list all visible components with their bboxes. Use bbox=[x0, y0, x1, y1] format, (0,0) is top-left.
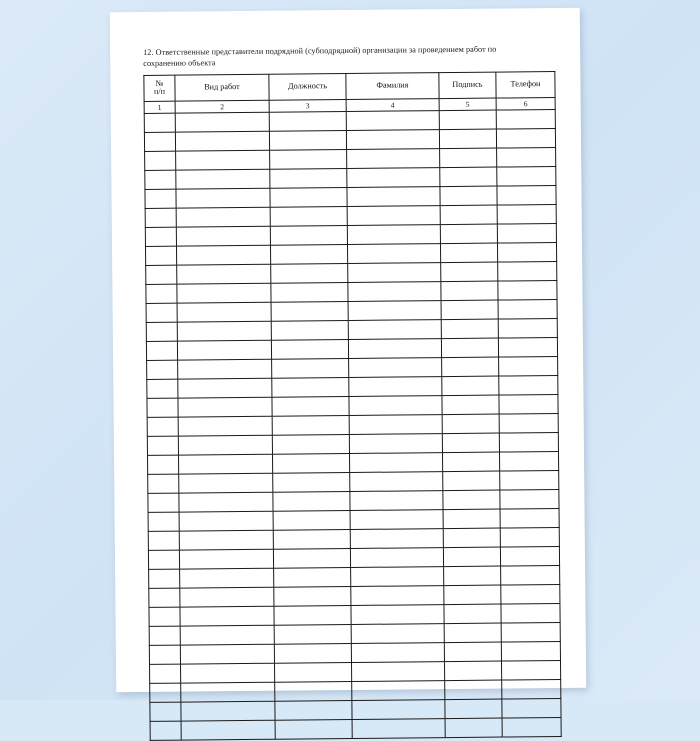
cell-position bbox=[270, 168, 347, 188]
cell-number bbox=[145, 246, 176, 265]
cell-position bbox=[272, 377, 349, 397]
cell-number bbox=[145, 189, 176, 208]
column-header-signature: Подпись bbox=[439, 72, 496, 99]
column-number-2: 2 bbox=[175, 100, 269, 113]
cell-position bbox=[269, 111, 346, 131]
column-number-4: 4 bbox=[346, 98, 439, 111]
cell-phone bbox=[497, 185, 556, 205]
cell-signature bbox=[444, 566, 501, 586]
page-title-line-1: 12. Ответственные представители подрядной (субподрядной) организации за проведением работ по bbox=[143, 44, 497, 57]
cell-surname bbox=[351, 604, 444, 624]
column-number-5: 5 bbox=[439, 98, 496, 111]
column-number-1: 1 bbox=[144, 101, 175, 113]
cell-position bbox=[270, 244, 347, 264]
cell-number bbox=[147, 360, 178, 379]
cell-signature bbox=[445, 680, 502, 700]
cell-signature bbox=[442, 395, 499, 415]
cell-surname bbox=[349, 395, 442, 415]
cell-position bbox=[269, 130, 346, 150]
cell-position bbox=[272, 358, 349, 378]
cell-number bbox=[147, 455, 178, 474]
cell-phone bbox=[500, 489, 559, 509]
cell-position bbox=[274, 586, 351, 606]
cell-signature bbox=[441, 262, 498, 282]
cell-phone bbox=[497, 204, 556, 224]
cell-surname bbox=[346, 129, 439, 149]
cell-position bbox=[273, 548, 350, 568]
cell-surname bbox=[351, 642, 444, 662]
cell-work-type bbox=[176, 169, 270, 189]
cell-phone bbox=[501, 584, 560, 604]
cell-work-type bbox=[181, 720, 275, 740]
cell-number bbox=[148, 474, 179, 493]
cell-work-type bbox=[178, 435, 272, 455]
cell-surname bbox=[347, 243, 440, 263]
cell-number bbox=[146, 265, 177, 284]
cell-surname bbox=[347, 167, 440, 187]
cell-number bbox=[150, 664, 181, 683]
cell-surname bbox=[348, 319, 441, 339]
cell-number bbox=[148, 550, 179, 569]
cell-work-type bbox=[177, 321, 271, 341]
cell-surname bbox=[347, 186, 440, 206]
cell-phone bbox=[502, 717, 561, 737]
cell-phone bbox=[499, 356, 558, 376]
responsible-representatives-table bbox=[143, 71, 561, 741]
cell-surname bbox=[351, 623, 444, 643]
table-header-row bbox=[144, 71, 555, 101]
table-body bbox=[144, 97, 561, 740]
cell-surname bbox=[351, 566, 444, 586]
cell-work-type bbox=[181, 682, 275, 702]
cell-signature bbox=[439, 110, 496, 130]
cell-position bbox=[274, 605, 351, 625]
document-page bbox=[110, 8, 587, 692]
cell-signature bbox=[444, 642, 501, 662]
cell-surname bbox=[349, 414, 442, 434]
cell-phone bbox=[499, 375, 558, 395]
cell-signature bbox=[442, 414, 499, 434]
cell-number bbox=[146, 322, 177, 341]
cell-position bbox=[273, 472, 350, 492]
column-header-position: Должность bbox=[269, 73, 346, 100]
cell-surname bbox=[350, 547, 443, 567]
cell-surname bbox=[350, 509, 443, 529]
cell-signature bbox=[444, 661, 501, 681]
cell-phone bbox=[501, 603, 560, 623]
cell-surname bbox=[347, 224, 440, 244]
cell-number bbox=[146, 303, 177, 322]
cell-number bbox=[147, 417, 178, 436]
cell-work-type bbox=[181, 701, 275, 721]
cell-work-type bbox=[179, 473, 273, 493]
cell-signature bbox=[439, 129, 496, 149]
column-number-6: 6 bbox=[496, 97, 555, 110]
cell-surname bbox=[352, 718, 445, 738]
cell-phone bbox=[496, 109, 555, 129]
cell-position bbox=[273, 529, 350, 549]
cell-signature bbox=[442, 433, 499, 453]
cell-signature bbox=[444, 623, 501, 643]
cell-work-type bbox=[181, 663, 275, 683]
cell-surname bbox=[349, 452, 442, 472]
cell-number bbox=[149, 645, 180, 664]
cell-position bbox=[271, 301, 348, 321]
cell-work-type bbox=[179, 511, 273, 531]
column-number-3: 3 bbox=[269, 99, 346, 112]
cell-phone bbox=[497, 166, 556, 186]
cell-phone bbox=[499, 394, 558, 414]
cell-position bbox=[271, 282, 348, 302]
cell-number bbox=[146, 284, 177, 303]
cell-number bbox=[147, 379, 178, 398]
cell-phone bbox=[498, 299, 557, 319]
cell-surname bbox=[350, 528, 443, 548]
cell-work-type bbox=[178, 359, 272, 379]
cell-work-type bbox=[179, 549, 273, 569]
cell-work-type bbox=[176, 245, 270, 265]
cell-number bbox=[150, 683, 181, 702]
cell-number bbox=[145, 170, 176, 189]
cell-surname bbox=[349, 376, 442, 396]
cell-surname bbox=[348, 300, 441, 320]
cell-work-type bbox=[178, 397, 272, 417]
cell-phone bbox=[496, 128, 555, 148]
cell-position bbox=[272, 453, 349, 473]
cell-number bbox=[147, 398, 178, 417]
cell-work-type bbox=[176, 207, 270, 227]
cell-signature bbox=[444, 604, 501, 624]
cell-phone bbox=[500, 546, 559, 566]
cell-phone bbox=[502, 698, 561, 718]
cell-position bbox=[274, 624, 351, 644]
cell-surname bbox=[348, 338, 441, 358]
cell-signature bbox=[441, 281, 498, 301]
cell-work-type bbox=[175, 131, 269, 151]
cell-phone bbox=[502, 679, 561, 699]
cell-surname bbox=[349, 433, 442, 453]
column-header-number: № п/п bbox=[144, 75, 175, 101]
cell-surname bbox=[348, 262, 441, 282]
cell-phone bbox=[501, 641, 560, 661]
table-row bbox=[150, 717, 561, 740]
cell-work-type bbox=[176, 150, 270, 170]
cell-work-type bbox=[178, 454, 272, 474]
column-header-surname: Фамилия bbox=[346, 72, 439, 99]
cell-signature bbox=[442, 376, 499, 396]
cell-surname bbox=[350, 490, 443, 510]
cell-number bbox=[149, 569, 180, 588]
cell-work-type bbox=[176, 226, 270, 246]
cell-signature bbox=[445, 718, 502, 738]
cell-signature bbox=[442, 357, 499, 377]
column-header-work-type: Вид работ bbox=[175, 74, 269, 101]
cell-work-type bbox=[180, 644, 274, 664]
cell-position bbox=[275, 681, 352, 701]
cell-number bbox=[150, 702, 181, 721]
cell-phone bbox=[497, 242, 556, 262]
cell-phone bbox=[498, 318, 557, 338]
cell-number bbox=[145, 208, 176, 227]
cell-phone bbox=[498, 280, 557, 300]
cell-phone bbox=[499, 451, 558, 471]
cell-surname bbox=[352, 699, 445, 719]
cell-position bbox=[274, 662, 351, 682]
cell-position bbox=[272, 415, 349, 435]
cell-work-type bbox=[177, 283, 271, 303]
cell-signature bbox=[441, 319, 498, 339]
cell-position bbox=[270, 149, 347, 169]
cell-surname bbox=[348, 281, 441, 301]
column-header-phone: Телефон bbox=[496, 71, 555, 98]
cell-position bbox=[273, 510, 350, 530]
cell-work-type bbox=[180, 625, 274, 645]
cell-phone bbox=[497, 223, 556, 243]
page-title-line-2: сохранению объекта bbox=[143, 58, 216, 68]
cell-signature bbox=[445, 699, 502, 719]
cell-signature bbox=[443, 547, 500, 567]
cell-signature bbox=[441, 300, 498, 320]
cell-work-type bbox=[176, 188, 270, 208]
cell-position bbox=[270, 187, 347, 207]
cell-signature bbox=[443, 509, 500, 529]
cell-phone bbox=[501, 622, 560, 642]
cell-surname bbox=[347, 148, 440, 168]
cell-surname bbox=[347, 205, 440, 225]
cell-work-type bbox=[177, 302, 271, 322]
cell-phone bbox=[500, 508, 559, 528]
cell-signature bbox=[442, 452, 499, 472]
cell-number bbox=[149, 626, 180, 645]
cell-signature bbox=[440, 243, 497, 263]
cell-position bbox=[271, 339, 348, 359]
cell-phone bbox=[498, 261, 557, 281]
cell-signature bbox=[443, 471, 500, 491]
cell-signature bbox=[440, 148, 497, 168]
cell-position bbox=[271, 320, 348, 340]
cell-signature bbox=[443, 490, 500, 510]
cell-position bbox=[271, 263, 348, 283]
cell-position bbox=[272, 396, 349, 416]
page-title bbox=[143, 44, 550, 70]
cell-phone bbox=[500, 527, 559, 547]
cell-number bbox=[149, 607, 180, 626]
cell-signature bbox=[440, 186, 497, 206]
cell-work-type bbox=[180, 587, 274, 607]
cell-work-type bbox=[177, 340, 271, 360]
cell-work-type bbox=[177, 264, 271, 284]
cell-position bbox=[274, 567, 351, 587]
cell-work-type bbox=[178, 378, 272, 398]
cell-phone bbox=[500, 470, 559, 490]
cell-number bbox=[148, 493, 179, 512]
cell-position bbox=[270, 225, 347, 245]
cell-signature bbox=[440, 205, 497, 225]
cell-position bbox=[270, 206, 347, 226]
cell-number bbox=[149, 588, 180, 607]
cell-surname bbox=[350, 471, 443, 491]
cell-position bbox=[275, 700, 352, 720]
cell-surname bbox=[346, 110, 439, 130]
cell-surname bbox=[349, 357, 442, 377]
cell-position bbox=[273, 491, 350, 511]
cell-signature bbox=[440, 224, 497, 244]
cell-surname bbox=[351, 661, 444, 681]
table-header bbox=[144, 71, 555, 101]
cell-number bbox=[150, 721, 181, 740]
cell-phone bbox=[498, 337, 557, 357]
cell-work-type bbox=[179, 530, 273, 550]
cell-signature bbox=[441, 338, 498, 358]
cell-position bbox=[275, 719, 352, 739]
cell-number bbox=[147, 436, 178, 455]
cell-phone bbox=[499, 432, 558, 452]
cell-number bbox=[144, 132, 175, 151]
cell-number bbox=[144, 113, 175, 132]
cell-phone bbox=[501, 565, 560, 585]
cell-number bbox=[145, 151, 176, 170]
cell-surname bbox=[352, 680, 445, 700]
cell-number bbox=[145, 227, 176, 246]
cell-phone bbox=[501, 660, 560, 680]
cell-phone bbox=[497, 147, 556, 167]
cell-phone bbox=[499, 413, 558, 433]
cell-work-type bbox=[180, 568, 274, 588]
cell-signature bbox=[443, 528, 500, 548]
cell-number bbox=[148, 512, 179, 531]
cell-work-type bbox=[178, 416, 272, 436]
cell-number bbox=[148, 531, 179, 550]
cell-number bbox=[146, 341, 177, 360]
cell-work-type bbox=[175, 112, 269, 132]
cell-surname bbox=[351, 585, 444, 605]
cell-work-type bbox=[180, 606, 274, 626]
cell-position bbox=[272, 434, 349, 454]
cell-signature bbox=[440, 167, 497, 187]
cell-signature bbox=[444, 585, 501, 605]
cell-position bbox=[274, 643, 351, 663]
cell-work-type bbox=[179, 492, 273, 512]
